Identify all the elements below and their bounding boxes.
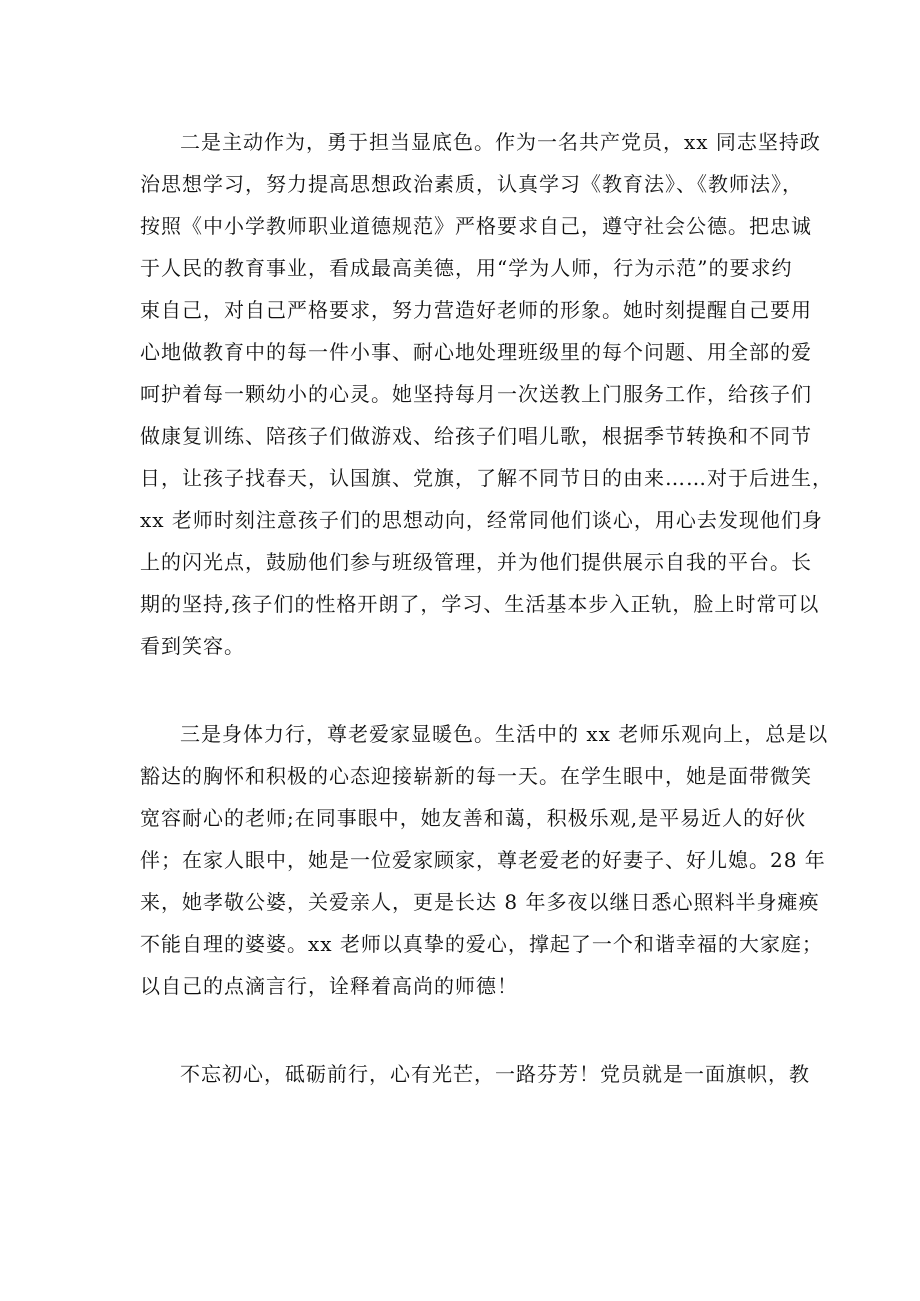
text-line: 心地做教育中的每一件小事、耐心地处理班级里的每个问题、用全部的爱 <box>140 340 812 364</box>
text-line: 不能自理的婆婆。xx 老师以真挚的爱心，撑起了一个和谐幸福的大家庭； <box>140 932 823 956</box>
text-line: 来，她孝敬公婆，关爱亲人，更是长达 8 年多夜以继日悉心照料半身瘫痪 <box>140 890 820 914</box>
text-line: 做康复训练、陪孩子们做游戏、给孩子们唱儿歌，根据季节转换和不同节 <box>140 424 812 448</box>
text-line: 三是身体力行，尊老爱家显暖色。生活中的 xx 老师乐观向上，总是以 <box>180 722 829 746</box>
text-line: 期的坚持,孩子们的性格开朗了，学习、生活基本步入正轨，脸上时常可以 <box>140 592 820 616</box>
text-line: 二是主动作为，勇于担当显底色。作为一名共产党员，xx 同志坚持政 <box>180 130 821 154</box>
text-line: 伴；在家人眼中，她是一位爱家顾家，尊老爱老的好妻子、好儿媳。28 年 <box>140 848 826 872</box>
text-line: 呵护着每一颗幼小的心灵。她坚持每月一次送教上门服务工作，给孩子们 <box>140 382 812 406</box>
text-line: 日，让孩子找春天，认国旗、党旗，了解不同节日的由来……对于后进生， <box>140 466 833 490</box>
text-line: 束自己，对自己严格要求，努力营造好老师的形象。她时刻提醒自己要用 <box>140 298 812 322</box>
text-line: 豁达的胸怀和积极的心态迎接崭新的每一天。在学生眼中，她是面带微笑 <box>140 764 812 788</box>
text-line: 治思想学习，努力提高思想政治素质，认真学习《教育法》、《教师法》， <box>140 172 803 196</box>
text-line: 于人民的教育事业，看成最高美德，用“学为人师，行为示范”的要求约 <box>140 256 793 280</box>
text-line: 不忘初心，砥砺前行，心有光芒，一路芬芳！党员就是一面旗帜，教 <box>180 1062 810 1086</box>
text-line: 按照《中小学教师职业道德规范》严格要求自己，遵守社会公德。把忠诚 <box>140 214 812 238</box>
text-line: 上的闪光点，鼓励他们参与班级管理，并为他们提供展示自我的平台。长 <box>140 550 812 574</box>
text-line: xx 老师时刻注意孩子们的思想动向，经常同他们谈心，用心去发现他们身 <box>140 508 823 532</box>
text-line: 看到笑容。 <box>140 634 245 658</box>
text-line: 以自己的点滴言行，诠释着高尚的师德！ <box>140 974 518 998</box>
text-line: 宽容耐心的老师;在同事眼中，她友善和蔼，积极乐观,是平易近人的好伙 <box>140 806 807 830</box>
